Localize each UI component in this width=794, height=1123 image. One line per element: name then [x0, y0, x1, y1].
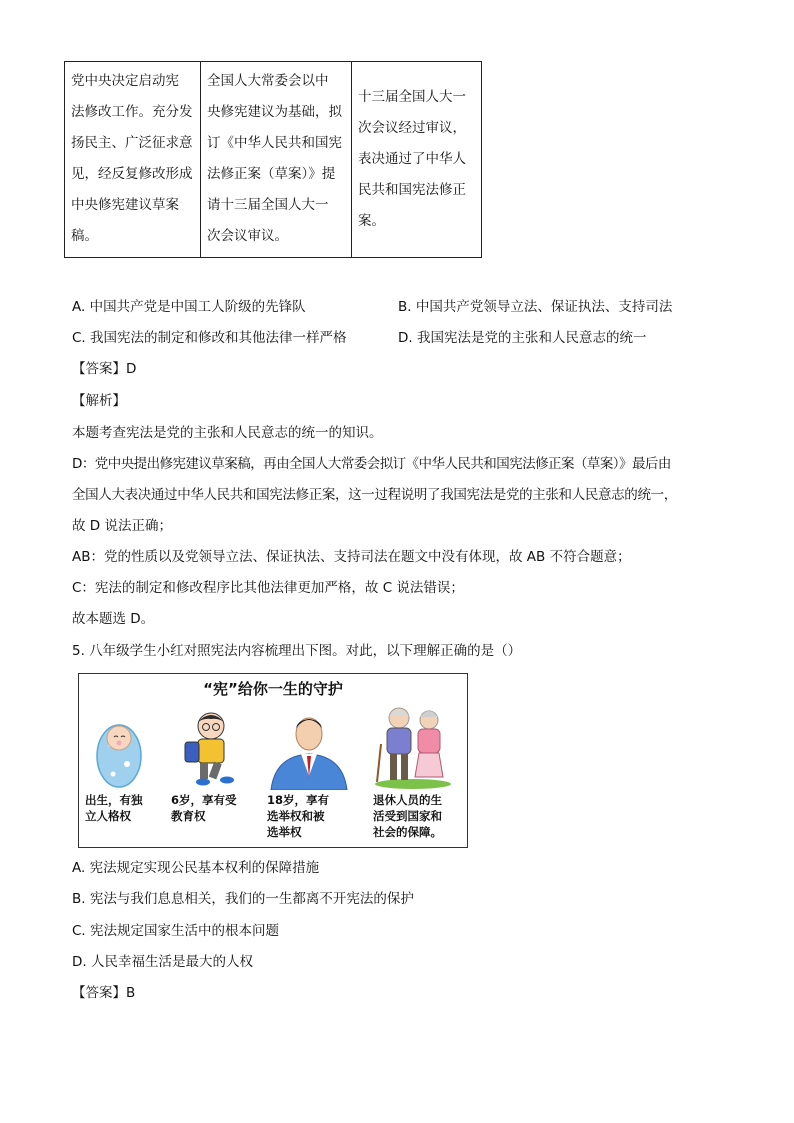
q5-stem: 5. 八年级学生小红对照宪法内容梳理出下图。对此，以下理解正确的是（） [72, 643, 522, 659]
baby-illustration [91, 714, 147, 789]
q5-option-d[interactable]: D. 人民幸福生活是最大的人权 [72, 954, 253, 970]
table-text: 次会议审议。 [207, 228, 288, 244]
table-text: 党中央决定启动宪 [71, 73, 179, 89]
caption-line: 6岁，享有受 [171, 793, 237, 807]
table-text: 次会议经过审议， [358, 120, 466, 136]
caption-line: 退休人员的生 [373, 793, 442, 807]
elderly-couple-illustration [371, 704, 455, 790]
caption-line: 选举权和被 [267, 809, 325, 823]
analysis-line: 故本题选 D。 [72, 611, 155, 627]
caption-age-18 [267, 792, 329, 840]
table-text: 民共和国宪法修正 [358, 182, 466, 198]
q4-analysis-label: 【解析】 [72, 393, 126, 409]
caption-age-6 [171, 792, 237, 824]
table-text: 案。 [358, 213, 385, 229]
caption-retired [373, 792, 442, 840]
caption-line: 教育权 [171, 809, 206, 823]
q4-option-d[interactable]: D. 我国宪法是党的主张和人民意志的统一 [398, 330, 647, 346]
constitution-lifetime-figure [78, 673, 468, 848]
caption-birth [85, 792, 143, 824]
process-table [64, 61, 482, 258]
table-cell-1 [65, 62, 201, 257]
q5-option-c[interactable]: C. 宪法规定国家生活中的根本问题 [72, 923, 280, 939]
table-cell-3 [352, 62, 482, 257]
caption-line: 社会的保障。 [373, 825, 442, 839]
table-text: 稿。 [71, 228, 98, 244]
caption-line: 活受到国家和 [373, 809, 442, 823]
child-illustration [171, 710, 249, 790]
analysis-line: AB：党的性质以及党领导立法、保证执法、支持司法在题文中没有体现，故 AB 不符合题意； [72, 549, 631, 565]
q5-answer: 【答案】B [72, 985, 136, 1001]
q4-option-a[interactable]: A. 中国共产党是中国工人阶级的先锋队 [72, 299, 306, 315]
analysis-line: 全国人大表决通过中华人民共和国宪法修正案，这一过程说明了我国宪法是党的主张和人民意志的统一， [72, 487, 677, 503]
table-text: 请十三届全国人大一 [207, 197, 329, 213]
q5-option-a[interactable]: A. 宪法规定实现公民基本权利的保障措施 [72, 860, 320, 876]
caption-line: 选举权 [267, 825, 302, 839]
table-text: 扬民主、广泛征求意 [71, 135, 193, 151]
table-text: 央修宪建议为基础，拟 [207, 104, 342, 120]
table-text: 中央修宪建议草案 [71, 197, 179, 213]
q4-answer: 【答案】D [72, 361, 137, 377]
table-text: 订《中华人民共和国宪 [207, 135, 342, 151]
analysis-line: 本题考查宪法是党的主张和人民意志的统一的知识。 [72, 425, 383, 441]
analysis-line: 故 D 说法正确； [72, 518, 172, 534]
q4-option-c[interactable]: C. 我国宪法的制定和修改和其他法律一样严格 [72, 330, 347, 346]
analysis-line: C：宪法的制定和修改程序比其他法律更加严格，故 C 说法错误； [72, 580, 464, 596]
table-text: 法修改工作。充分发 [71, 104, 193, 120]
q4-option-b[interactable]: B. 中国共产党领导立法、保证执法、支持司法 [398, 299, 673, 315]
caption-line: 18岁，享有 [267, 793, 330, 807]
table-text: 见，经反复修改形成 [71, 166, 193, 182]
adult-illustration [267, 710, 351, 790]
table-text: 十三届全国人大一 [358, 89, 466, 105]
table-cell-2 [201, 62, 352, 257]
table-text: 全国人大常委会以中 [207, 73, 329, 89]
figure-title: “宪”给你一生的守护 [203, 680, 343, 698]
table-text: 表决通过了中华人 [358, 151, 466, 167]
caption-line: 出生，有独 [85, 793, 143, 807]
analysis-line: D：党中央提出修宪建议草案稿，再由全国人大常委会拟订《中华人民共和国宪法修正案（草案）》最后由 [72, 456, 671, 472]
q5-option-b[interactable]: B. 宪法与我们息息相关，我们的一生都离不开宪法的保护 [72, 891, 414, 907]
caption-line: 立人格权 [85, 809, 131, 823]
table-text: 法修正案（草案）》提 [207, 166, 336, 182]
